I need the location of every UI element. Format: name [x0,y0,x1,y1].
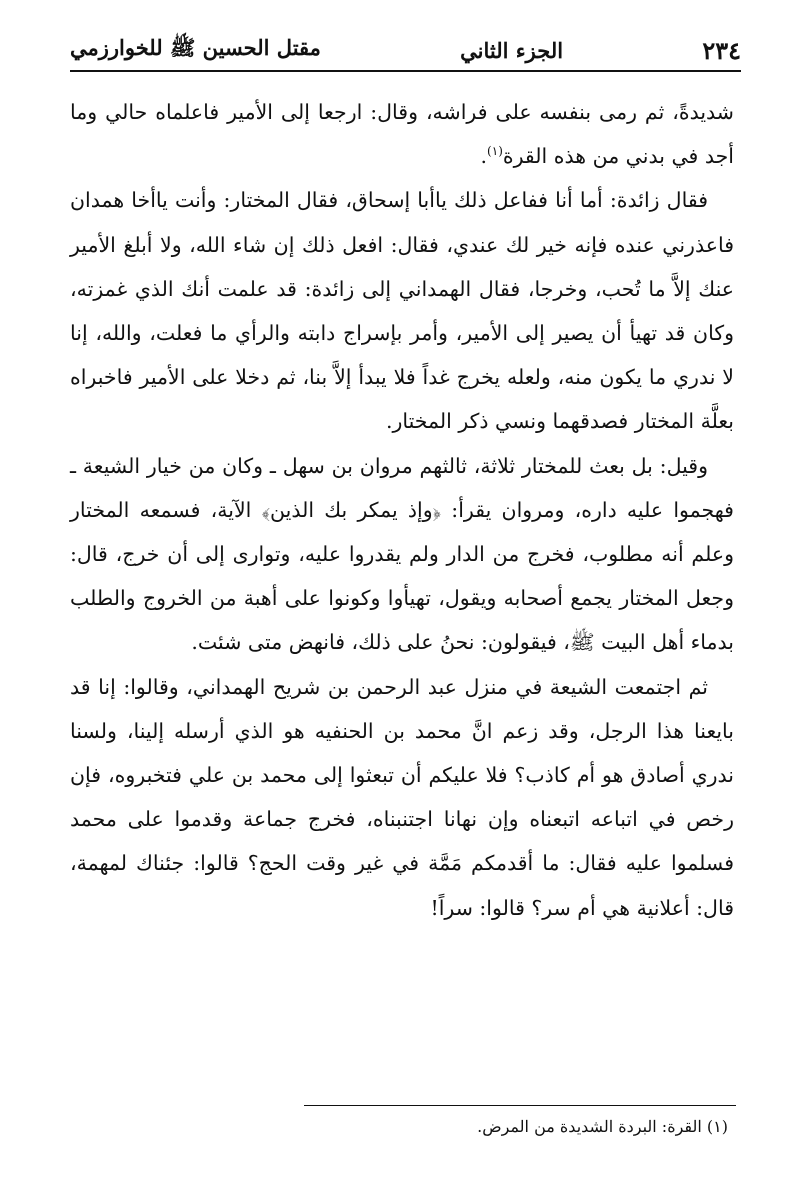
paragraph-4: ثم اجتمعت الشيعة في منزل عبد الرحمن بن شريح الهمداني، وقالوا: إنا قد بايعنا هذا الرجل، وقد زعم انَّ محمد بن الحنفيه هو الذي أرسله إلينا، ولسنا ندري أصادق هو أم كاذب؟ فلا عليكم أن تبعثوا إلى محمد بن علي فتخبروه، فإن رخص في اتباعه اتبعناه وإن نهانا اجتنبناه، فخرج جماعة وقدموا على محمد فسلموا عليه فقال: ما أقدمكم مَمَّة في غير وقت الحج؟ قالوا: جئناك لمهمة، قال: أعلانية هي أم سر؟ قالوا: سراً! [70,674,734,920]
paragraph-1 [70,90,734,178]
paragraph-3: وقيل: بل بعث للمختار ثلاثة، ثالثهم مروان بن سهل ـ وكان من خيار الشيعة ـ فهجموا عليه داره، ومروان يقرأ: ﴿وإذ يمكر بك الذين﴾ الآية، فسمعه المختار وعلم أنه مطلوب، فخرج من الدار ولم يقدروا عليه، وتوارى إلى أن خرج، قال: وجعل المختار يجمع أصحابه ويقول، تهيأوا وكونوا على أهبة من الخروج والطلب بدماء أهل البيت ﷺ، فيقولون: نحنُ على ذلك، فانهض متى شئت. [70,453,734,655]
footnote-mark[interactable]: (١) [487,144,503,159]
paragraph-1-tail: . [480,144,488,169]
body-text [70,90,734,930]
part-title: الجزء الثاني [460,37,564,63]
page-header [70,30,741,72]
paragraph-2: فقال زائدة: أما أنا ففاعل ذلك ياأبا إسحاق، فقال المختار: وأنت ياأخا همدان فاعذرني عنده فإنه خير لك عندي، فقال: افعل ذلك إن شاء الله، ولا أبلغ الأمير عنك إلاَّ ما تُحب، وخرجا، فقال الهمداني إلى زائدة: قد علمت أنك الذي غمزته، وكان قد تهيأ أن يصير إلى الأمير، وأمر بإسراج دابته والرأي ما فعلت، والله، إنا لا ندري ما يكون منه، ولعله يخرج غداً فلا يبدأ إلاَّ بنا، ثم دخلا على الأمير فاخبراه بعلَّة المختار فصدقهما ونسي ذكر المختار. [70,188,734,434]
paragraph-1-text: شديدةً، ثم رمى بنفسه على فراشه، وقال: ارجعا إلى الأمير فاعلماه حالي وما أجد في بدني من هذه القرة [70,100,734,169]
book-title: مقتل الحسين ﷺ للخوارزمي [70,34,321,60]
page-number: ٢٣٤ [702,35,741,65]
footnote-divider [304,1105,736,1106]
footnote-text: (١) القرة: البردة الشديدة من المرض. [477,1117,728,1136]
